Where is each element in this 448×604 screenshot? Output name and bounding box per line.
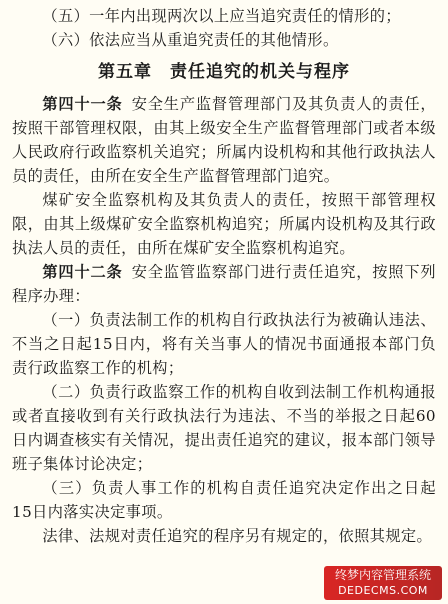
article-42-item-2: （二）负责行政监察工作的机构自收到法制工作机构通报或者直接收到有关行政执法行为违法、不当的举报之日起60日内调查核实有关情况，提出责任追究的建议，报本部门领导班子集体讨论决定；	[12, 383, 436, 473]
article-42-item-3: （三）负责人事工作的机构自责任追究决定作出之日起15日内落实决定事项。	[12, 479, 436, 521]
watermark-title: 终梦内容管理系统	[334, 568, 431, 582]
article-41-text: 安全生产监督管理部门及其负责人的责任，按照干部管理权限，由其上级安全生产监督管理部门或者本级人民政府行政监察机关追究；所属内设机构和其他行政执法人员的责任，由所在安全生产监督管理部门追究。	[12, 95, 436, 185]
article-42-text: 安全监管监察部门进行责任追究，按照下列程序办理：	[12, 263, 436, 305]
article-42-number: 第四十二条	[42, 263, 123, 281]
article-41	[12, 92, 436, 188]
clause-item-6: （六）依法应当从重追究责任的其他情形。	[42, 31, 339, 49]
site-watermark	[324, 566, 442, 600]
article-42-closing: 法律、法规对责任追究的程序另有规定的，依照其规定。	[42, 527, 433, 545]
article-42	[12, 260, 436, 308]
article-41-number: 第四十一条	[42, 95, 123, 113]
clause-item-5: （五）一年内出现两次以上应当追究责任的情形的；	[42, 7, 401, 25]
watermark-url: DEDECMS.COM	[338, 584, 428, 597]
article-42-item-1: （一）负责法制工作的机构自行政执法行为被确认违法、不当之日起15日内，将有关当事人的情况书面通报本部门负责行政监察工作的机构；	[12, 311, 436, 377]
chapter-title: 第五章 责任追究的机关与程序	[98, 62, 350, 82]
article-41-paragraph-2: 煤矿安全监察机构及其负责人的责任，按照干部管理权限，由其上级煤矿安全监察机构追究；所属内设机构及其行政执法人员的责任，由所在煤矿安全监察机构追究。	[12, 191, 436, 257]
